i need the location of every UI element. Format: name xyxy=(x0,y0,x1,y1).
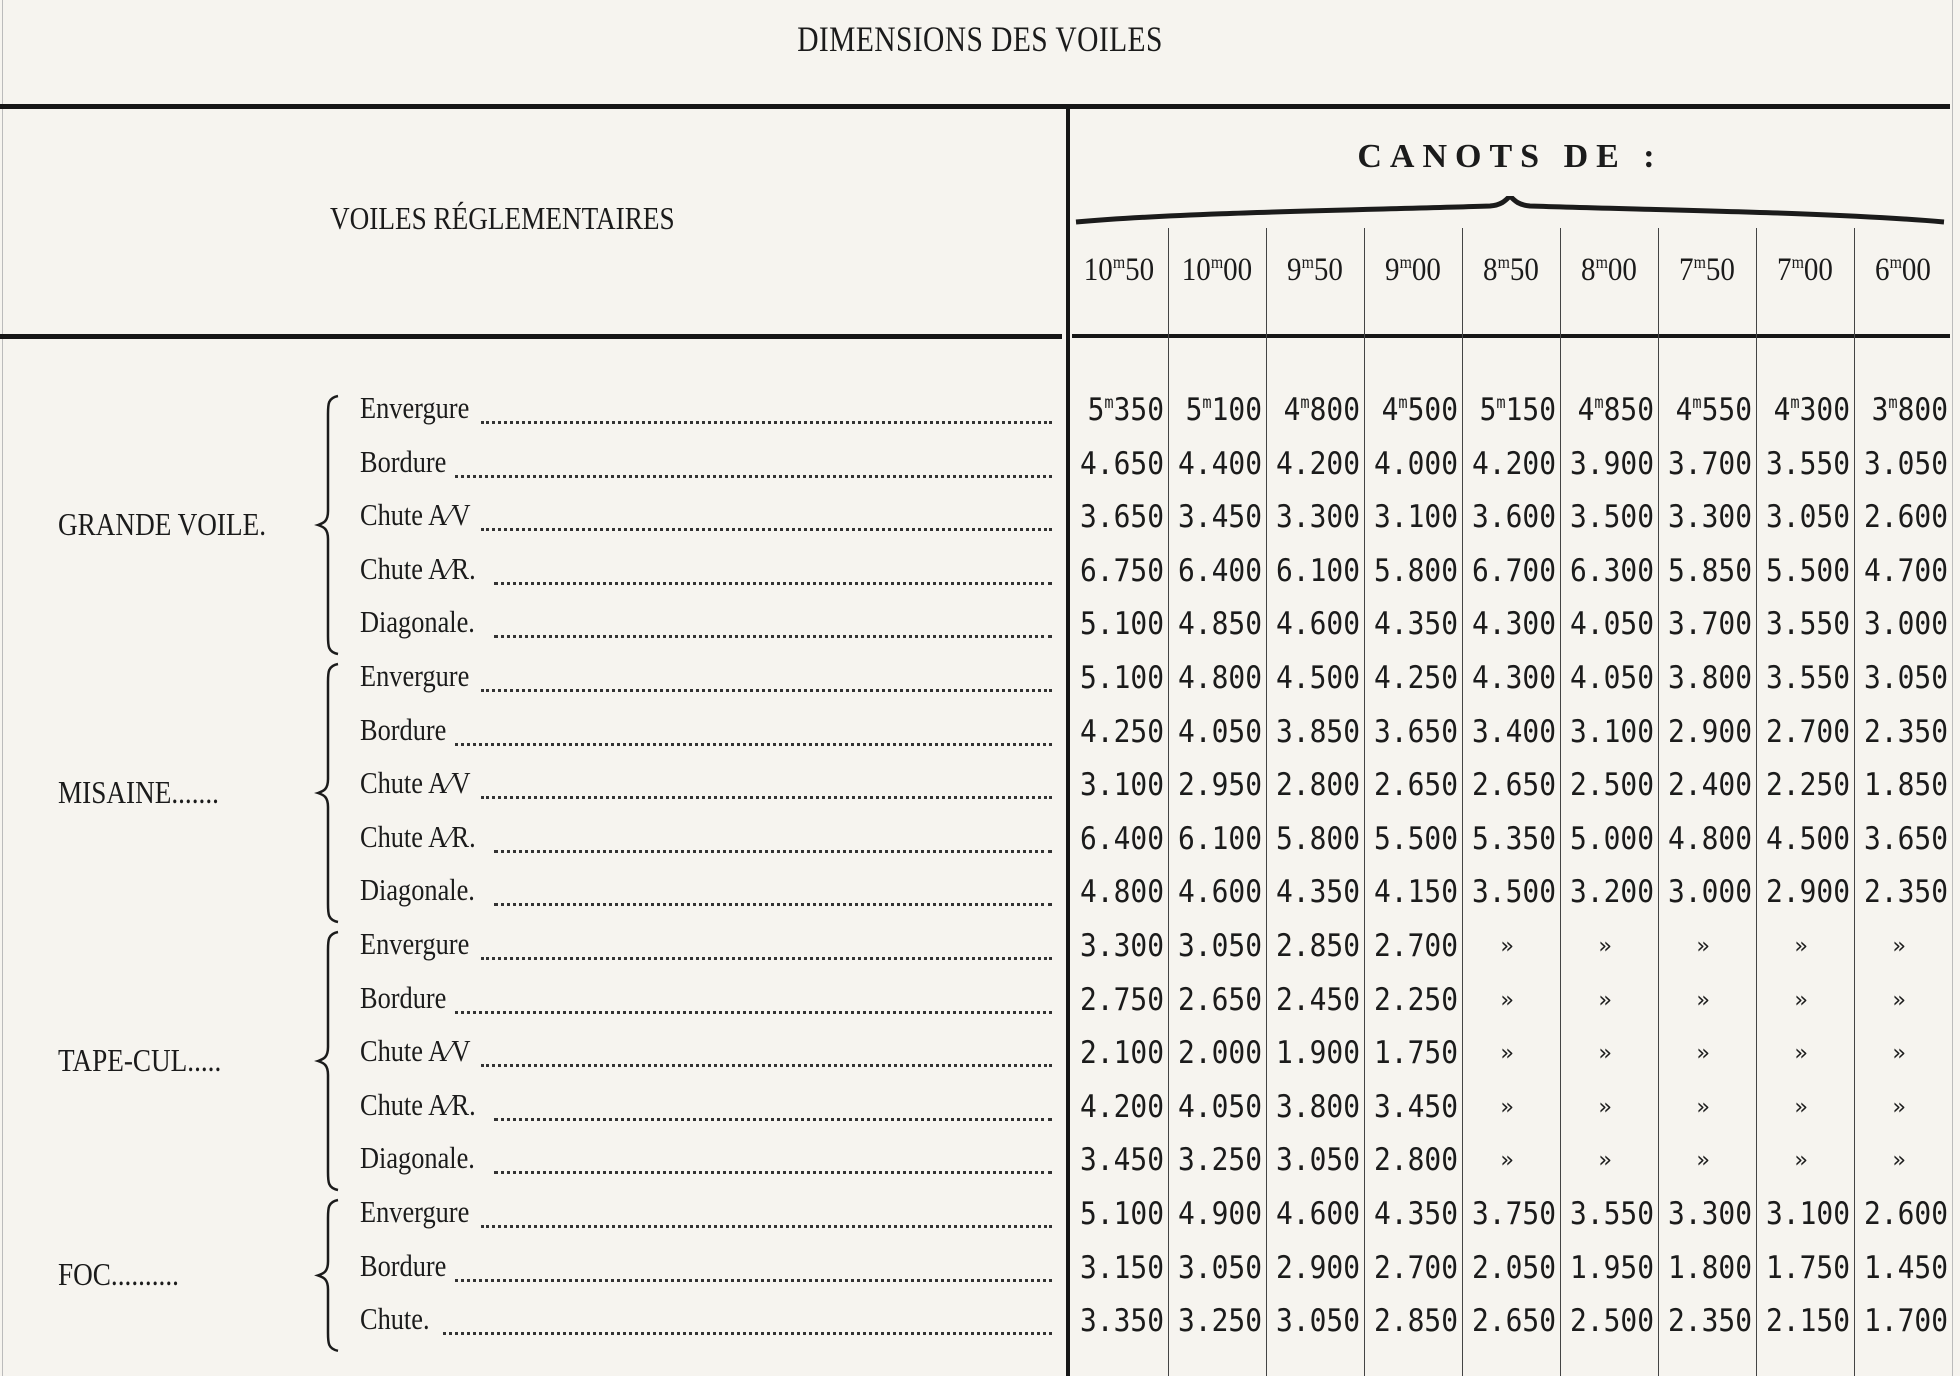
data-cell: 2.700 xyxy=(1374,928,1458,964)
leader-dots xyxy=(494,1171,1052,1174)
data-cell: 3.300 xyxy=(1080,928,1164,964)
data-cell: 6.750 xyxy=(1080,552,1164,589)
row-label: Chute A⁄R. xyxy=(360,550,476,586)
group-label: GRANDE VOILE. xyxy=(58,506,267,542)
data-cell: » xyxy=(1892,987,1906,1013)
data-cell: 4.600 xyxy=(1178,874,1262,911)
data-cell: 3.100 xyxy=(1374,499,1458,536)
row-label: Envergure xyxy=(360,1194,470,1229)
data-cell: 3.300 xyxy=(1668,1196,1752,1232)
data-cell: 5.800 xyxy=(1374,552,1458,589)
data-cell: 2.500 xyxy=(1570,1303,1654,1340)
row-label: Envergure xyxy=(360,658,470,693)
data-cell: 2.800 xyxy=(1374,1142,1458,1179)
data-cell: 3.050 xyxy=(1864,445,1948,482)
page-right-edge xyxy=(1952,0,1953,1376)
group-brace xyxy=(314,394,344,656)
data-cell: 3.050 xyxy=(1766,499,1850,536)
data-cell: 5$^m$150 xyxy=(1479,392,1556,428)
column-header: 6$^m$00 xyxy=(1875,252,1931,288)
data-cell: 4.650 xyxy=(1080,445,1164,482)
data-cell: 4.600 xyxy=(1276,606,1360,643)
column-separator xyxy=(1756,228,1757,1376)
data-cell: 2.900 xyxy=(1668,713,1752,750)
data-cell: 1.750 xyxy=(1374,1035,1458,1072)
data-cell: 4.050 xyxy=(1178,1088,1262,1125)
column-separator xyxy=(1364,228,1365,1376)
column-header: 7$^m$00 xyxy=(1777,252,1833,288)
data-cell: 2.750 xyxy=(1080,981,1164,1018)
data-cell: 4.350 xyxy=(1276,874,1360,911)
data-cell: » xyxy=(1794,987,1808,1013)
data-cell: 2.600 xyxy=(1864,499,1948,536)
group-label: TAPE-CUL..... xyxy=(58,1042,222,1078)
column-separator xyxy=(1560,228,1561,1376)
data-cell: 4.050 xyxy=(1178,713,1262,750)
data-cell: 2.250 xyxy=(1766,767,1850,804)
data-cell: 3.250 xyxy=(1178,1303,1262,1340)
data-cell: 3.650 xyxy=(1080,499,1164,536)
data-cell: 4.700 xyxy=(1864,552,1948,589)
data-cell: 4.400 xyxy=(1178,445,1262,482)
data-cell: » xyxy=(1500,1094,1514,1120)
column-header: 8$^m$50 xyxy=(1483,252,1539,288)
data-cell: 4$^m$550 xyxy=(1675,392,1752,428)
data-cell: 2.700 xyxy=(1374,1249,1458,1286)
leader-dots xyxy=(494,635,1052,638)
data-cell: 5.100 xyxy=(1080,1196,1164,1232)
group-label: MISAINE....... xyxy=(58,774,219,810)
data-cell: 1.800 xyxy=(1668,1249,1752,1286)
data-cell: 3.350 xyxy=(1080,1303,1164,1340)
data-cell: 3.550 xyxy=(1766,660,1850,696)
leader-dots xyxy=(494,903,1052,906)
leader-dots xyxy=(481,421,1052,424)
data-cell: 1.450 xyxy=(1864,1249,1948,1286)
data-cell: » xyxy=(1696,987,1710,1013)
data-cell: 4$^m$500 xyxy=(1381,392,1458,428)
data-cell: 3.800 xyxy=(1276,1088,1360,1125)
data-cell: 4.900 xyxy=(1178,1196,1262,1232)
data-cell: 4.800 xyxy=(1080,874,1164,911)
data-cell: 3.800 xyxy=(1668,660,1752,696)
row-label: Bordure xyxy=(360,979,447,1015)
data-cell: 2.350 xyxy=(1668,1303,1752,1340)
column-separator xyxy=(1266,228,1267,1376)
data-cell: 5.100 xyxy=(1080,660,1164,696)
data-cell: 3.050 xyxy=(1178,928,1262,964)
data-cell: 3.700 xyxy=(1668,606,1752,643)
data-cell: 4.500 xyxy=(1766,820,1850,857)
data-cell: » xyxy=(1794,1148,1808,1174)
row-label: Bordure xyxy=(360,1247,447,1283)
leader-dots xyxy=(455,743,1052,746)
data-cell: 5.850 xyxy=(1668,552,1752,589)
leader-dots xyxy=(481,528,1052,531)
data-cell: 3.200 xyxy=(1570,874,1654,911)
data-cell: 3.050 xyxy=(1276,1303,1360,1340)
data-cell: 4$^m$300 xyxy=(1773,392,1850,428)
data-cell: 2.350 xyxy=(1864,713,1948,750)
header-canots-de: CANOTS DE : xyxy=(1357,138,1663,175)
row-label: Chute A⁄V xyxy=(360,497,471,533)
row-label: Diagonale. xyxy=(360,604,475,640)
data-cell: 2.650 xyxy=(1374,767,1458,804)
data-cell: 3.150 xyxy=(1080,1249,1164,1286)
column-divider xyxy=(1066,108,1070,1376)
table-top-rule xyxy=(0,104,1950,109)
data-cell: 4.200 xyxy=(1472,445,1556,482)
data-cell: 3.450 xyxy=(1374,1088,1458,1125)
data-cell: 4.000 xyxy=(1374,445,1458,482)
data-cell: 3.600 xyxy=(1472,499,1556,536)
leader-dots xyxy=(481,957,1052,960)
row-label: Envergure xyxy=(360,926,470,961)
data-cell: 2.850 xyxy=(1374,1303,1458,1340)
leader-dots xyxy=(494,850,1052,853)
data-cell: » xyxy=(1598,1041,1612,1067)
row-label: Envergure xyxy=(360,390,470,425)
data-cell: 3.000 xyxy=(1864,606,1948,643)
data-cell: 3.100 xyxy=(1080,767,1164,804)
data-cell: » xyxy=(1794,1041,1808,1067)
data-cell: 3.750 xyxy=(1472,1196,1556,1232)
data-cell: » xyxy=(1696,1041,1710,1067)
group-label: FOC.......... xyxy=(58,1256,179,1293)
header-bottom-rule-left xyxy=(0,334,1062,339)
data-cell: 2.000 xyxy=(1178,1035,1262,1072)
row-label: Bordure xyxy=(360,711,447,747)
data-cell: 5.800 xyxy=(1276,820,1360,857)
data-cell: 4.850 xyxy=(1178,606,1262,643)
brace-path xyxy=(318,396,338,654)
data-cell: » xyxy=(1794,1094,1808,1120)
leader-dots xyxy=(455,1279,1052,1282)
row-label: Chute. xyxy=(360,1301,430,1337)
data-cell: 5.500 xyxy=(1374,820,1458,857)
column-header: 10$^m$50 xyxy=(1083,252,1155,288)
row-label: Diagonale. xyxy=(360,1140,475,1176)
data-cell: 3.400 xyxy=(1472,713,1556,750)
data-cell: 4.150 xyxy=(1374,874,1458,911)
data-cell: » xyxy=(1696,1148,1710,1174)
data-cell: » xyxy=(1598,1148,1612,1174)
page-title: DIMENSIONS DES VOILES xyxy=(797,19,1163,59)
column-header: 7$^m$50 xyxy=(1679,252,1735,288)
data-cell: 4.350 xyxy=(1374,1196,1458,1232)
column-separator xyxy=(1168,228,1169,1376)
data-cell: 2.900 xyxy=(1766,874,1850,911)
data-cell: 3.450 xyxy=(1080,1142,1164,1179)
data-cell: 6.100 xyxy=(1276,552,1360,589)
data-cell: 2.900 xyxy=(1276,1249,1360,1286)
row-label: Chute A⁄V xyxy=(360,765,471,801)
data-cell: 2.650 xyxy=(1472,767,1556,804)
data-cell: 3.900 xyxy=(1570,445,1654,482)
data-cell: 2.350 xyxy=(1864,874,1948,911)
data-cell: 4.250 xyxy=(1374,660,1458,696)
column-header: 8$^m$00 xyxy=(1581,252,1637,288)
row-label: Chute A⁄R. xyxy=(360,818,476,854)
brace-path xyxy=(318,1200,338,1351)
data-cell: 2.500 xyxy=(1570,767,1654,804)
data-cell: 6.700 xyxy=(1472,552,1556,589)
brace-path xyxy=(1076,196,1944,222)
data-cell: 3.550 xyxy=(1570,1196,1654,1232)
data-cell: 4.350 xyxy=(1374,606,1458,643)
data-cell: » xyxy=(1500,987,1514,1013)
column-separator xyxy=(1854,228,1855,1376)
leader-dots xyxy=(481,1225,1052,1228)
data-cell: 4.600 xyxy=(1276,1196,1360,1232)
group-brace xyxy=(314,930,344,1192)
data-cell: 3.050 xyxy=(1178,1249,1262,1286)
data-cell: 1.700 xyxy=(1864,1303,1948,1340)
data-cell: 6.400 xyxy=(1080,820,1164,857)
leader-dots xyxy=(481,796,1052,799)
data-cell: 4$^m$850 xyxy=(1577,392,1654,428)
data-cell: 3.050 xyxy=(1276,1142,1360,1179)
data-cell: 2.800 xyxy=(1276,767,1360,804)
data-cell: 2.100 xyxy=(1080,1035,1164,1072)
data-cell: » xyxy=(1794,934,1808,959)
data-cell: 2.250 xyxy=(1374,981,1458,1018)
data-cell: 2.450 xyxy=(1276,981,1360,1018)
data-cell: » xyxy=(1500,1041,1514,1067)
row-label: Bordure xyxy=(360,443,447,479)
data-cell: 2.650 xyxy=(1472,1303,1556,1340)
data-cell: 4.800 xyxy=(1178,660,1262,696)
data-cell: 5.350 xyxy=(1472,820,1556,857)
data-cell: 3.300 xyxy=(1668,499,1752,536)
data-cell: » xyxy=(1598,934,1612,959)
data-cell: » xyxy=(1696,1094,1710,1120)
data-cell: 2.050 xyxy=(1472,1249,1556,1286)
data-cell: 1.900 xyxy=(1276,1035,1360,1072)
data-cell: 1.850 xyxy=(1864,767,1948,804)
data-cell: » xyxy=(1892,1094,1906,1120)
row-label: Chute A⁄R. xyxy=(360,1086,476,1122)
data-cell: 2.850 xyxy=(1276,928,1360,964)
data-cell: 5.100 xyxy=(1080,606,1164,643)
header-voiles-reglementaires: VOILES RÉGLEMENTAIRES xyxy=(330,200,675,236)
data-cell: 3.100 xyxy=(1766,1196,1850,1232)
row-label: Chute A⁄V xyxy=(360,1033,471,1069)
data-cell: 3.450 xyxy=(1178,499,1262,536)
row-label: Diagonale. xyxy=(360,872,475,908)
data-cell: 4.050 xyxy=(1570,660,1654,696)
data-cell: 3.000 xyxy=(1668,874,1752,911)
header-bottom-rule-right xyxy=(1072,334,1950,338)
column-header: 10$^m$00 xyxy=(1181,252,1253,288)
data-cell: » xyxy=(1598,1094,1612,1120)
data-cell: 2.400 xyxy=(1668,767,1752,804)
data-cell: 6.100 xyxy=(1178,820,1262,857)
data-cell: 4.300 xyxy=(1472,660,1556,696)
data-cell: 1.750 xyxy=(1766,1249,1850,1286)
data-cell: 3.300 xyxy=(1276,499,1360,536)
data-cell: 6.400 xyxy=(1178,552,1262,589)
data-cell: 5$^m$100 xyxy=(1185,392,1262,428)
column-separator xyxy=(1462,228,1463,1376)
data-cell: 3.850 xyxy=(1276,713,1360,750)
data-cell: 4$^m$800 xyxy=(1283,392,1360,428)
leader-dots xyxy=(443,1332,1052,1335)
data-cell: 4.250 xyxy=(1080,713,1164,750)
data-cell: 3.650 xyxy=(1374,713,1458,750)
data-cell: 4.200 xyxy=(1276,445,1360,482)
data-cell: 2.650 xyxy=(1178,981,1262,1018)
data-cell: 3.250 xyxy=(1178,1142,1262,1179)
leader-dots xyxy=(481,1064,1052,1067)
column-header: 9$^m$50 xyxy=(1287,252,1343,288)
brace-path xyxy=(318,932,338,1190)
data-cell: » xyxy=(1500,934,1514,959)
data-cell: 2.150 xyxy=(1766,1303,1850,1340)
data-cell: 3.550 xyxy=(1766,606,1850,643)
data-cell: » xyxy=(1892,934,1906,959)
data-cell: 5$^m$350 xyxy=(1087,392,1164,428)
group-brace xyxy=(314,662,344,924)
data-cell: 3.550 xyxy=(1766,445,1850,482)
data-cell: 2.700 xyxy=(1766,713,1850,750)
data-cell: 2.600 xyxy=(1864,1196,1948,1232)
data-cell: » xyxy=(1892,1148,1906,1174)
data-cell: 3.500 xyxy=(1570,499,1654,536)
header-brace xyxy=(1070,196,1950,226)
data-cell: » xyxy=(1598,987,1612,1013)
data-cell: 4.500 xyxy=(1276,660,1360,696)
data-cell: 3.700 xyxy=(1668,445,1752,482)
column-header: 9$^m$00 xyxy=(1385,252,1441,288)
data-cell: 4.200 xyxy=(1080,1088,1164,1125)
data-cell: 4.800 xyxy=(1668,820,1752,857)
data-cell: 5.000 xyxy=(1570,820,1654,857)
data-cell: 3.650 xyxy=(1864,820,1948,857)
column-separator xyxy=(1658,228,1659,1376)
leader-dots xyxy=(455,475,1052,478)
data-cell: 5.500 xyxy=(1766,552,1850,589)
data-cell: » xyxy=(1892,1041,1906,1067)
data-cell: 4.300 xyxy=(1472,606,1556,643)
data-cell: 4.050 xyxy=(1570,606,1654,643)
data-cell: » xyxy=(1696,934,1710,959)
data-cell: 3.500 xyxy=(1472,874,1556,911)
leader-dots xyxy=(455,1011,1052,1014)
data-cell: 2.950 xyxy=(1178,767,1262,804)
leader-dots xyxy=(481,689,1052,692)
data-cell: 3.100 xyxy=(1570,713,1654,750)
leader-dots xyxy=(494,582,1052,585)
page-left-edge xyxy=(2,0,3,1376)
data-cell: 1.950 xyxy=(1570,1249,1654,1286)
data-cell: 3$^m$800 xyxy=(1871,392,1948,428)
data-cell: 6.300 xyxy=(1570,552,1654,589)
group-brace xyxy=(314,1198,344,1353)
data-cell: 3.050 xyxy=(1864,660,1948,696)
data-cell: » xyxy=(1500,1148,1514,1174)
brace-path xyxy=(318,664,338,922)
leader-dots xyxy=(494,1118,1052,1121)
